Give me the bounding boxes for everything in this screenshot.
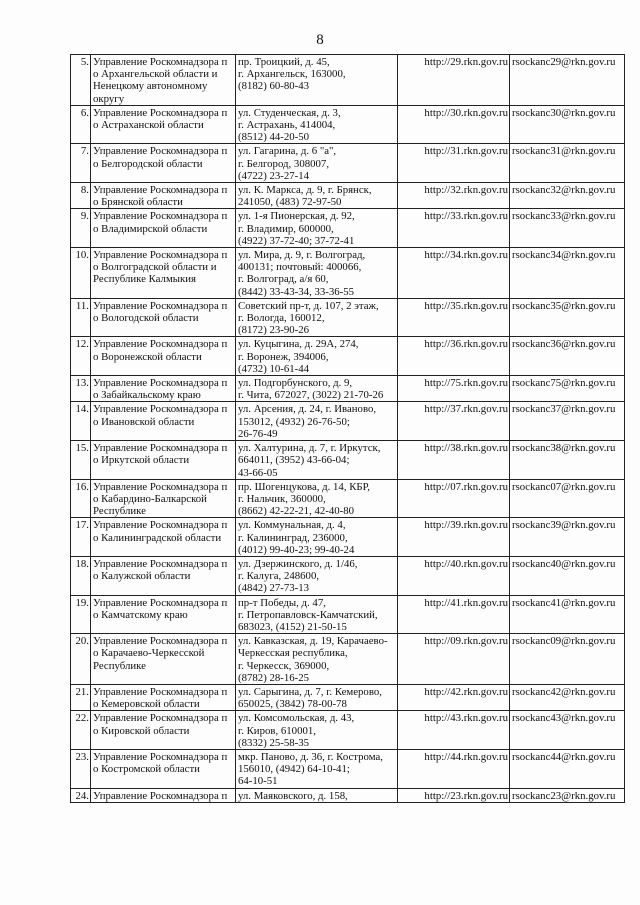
row-number: 6. xyxy=(71,105,91,144)
email-link[interactable]: rsockanc36@rkn.gov.ru xyxy=(510,337,625,376)
office-name-line: Управление Роскомнадзора п xyxy=(93,480,228,493)
address-cell xyxy=(236,55,398,106)
offices-table-body xyxy=(71,55,625,803)
table-row xyxy=(71,595,625,634)
row-number: 16. xyxy=(71,479,91,518)
address-line: г. Вологда, 160012, xyxy=(238,312,325,325)
office-name-line: Управление Роскомнадзора п xyxy=(93,635,228,648)
office-name-line: о Калужской области xyxy=(93,570,191,583)
office-name-cell xyxy=(91,441,236,480)
office-name-line: Управление Роскомнадзора п xyxy=(93,442,228,455)
address-cell xyxy=(236,479,398,518)
address-line: (8172) 23-90-26 xyxy=(238,324,310,337)
address-line: ул. Студенческая, д. 3, xyxy=(238,106,341,119)
email-link[interactable]: rsockanc39@rkn.gov.ru xyxy=(510,518,625,557)
address-line: г. Петропавловск-Камчатский, xyxy=(238,608,378,621)
address-cell xyxy=(236,556,398,595)
address-line: (4842) 27-73-13 xyxy=(238,582,310,595)
office-name-line: Управление Роскомнадзора п xyxy=(93,750,228,763)
address-line: ул. Коммунальная, д. 4, xyxy=(238,519,346,532)
table-row xyxy=(71,518,625,557)
office-name-line: Управление Роскомнадзора п xyxy=(93,377,228,390)
email-link[interactable]: rsockanc09@rkn.gov.ru xyxy=(510,634,625,685)
address-cell xyxy=(236,209,398,248)
email-link[interactable]: rsockanc75@rkn.gov.ru xyxy=(510,376,625,402)
address-line: 664011, (3952) 43-66-04; xyxy=(238,454,350,467)
table-row xyxy=(71,376,625,402)
office-name-line: о Камчатскому краю xyxy=(93,608,188,621)
office-name-cell xyxy=(91,556,236,595)
website-link[interactable]: http://36.rkn.gov.ru xyxy=(398,337,510,376)
website-link[interactable]: http://23.rkn.gov.ru xyxy=(398,788,510,802)
office-name-cell xyxy=(91,376,236,402)
row-number: 17. xyxy=(71,518,91,557)
table-row xyxy=(71,711,625,750)
office-name-cell xyxy=(91,684,236,710)
email-link[interactable]: rsockanc44@rkn.gov.ru xyxy=(510,749,625,788)
address-line: ул. 1-я Пионерская, д. 92, xyxy=(238,210,355,223)
row-number: 10. xyxy=(71,248,91,299)
table-row xyxy=(71,441,625,480)
row-number: 5. xyxy=(71,55,91,106)
office-name-cell xyxy=(91,634,236,685)
office-name-line: Управление Роскомнадзора п xyxy=(93,210,228,223)
table-row xyxy=(71,684,625,710)
page-number: 8 xyxy=(316,32,324,48)
office-name-cell xyxy=(91,55,236,106)
address-cell xyxy=(236,595,398,634)
office-name-line: о Астраханской области xyxy=(93,119,204,132)
table-row xyxy=(71,337,625,376)
office-name-line: о Брянской области xyxy=(93,196,183,209)
office-name-line: Управление Роскомнадзора п xyxy=(93,712,228,725)
office-name-line: о Костромской области xyxy=(93,763,200,776)
office-name-line: о Кемеровской области xyxy=(93,698,200,711)
address-line: г. Астрахань, 414004, xyxy=(238,119,336,132)
table-row xyxy=(71,479,625,518)
row-number: 19. xyxy=(71,595,91,634)
website-link[interactable]: http://30.rkn.gov.ru xyxy=(398,105,510,144)
table-row xyxy=(71,788,625,802)
office-name-cell xyxy=(91,402,236,441)
row-number: 18. xyxy=(71,556,91,595)
address-line: г. Черкесск, 369000, xyxy=(238,659,330,672)
table-row xyxy=(71,556,625,595)
address-line: ул. Дзержинского, д. 1/46, xyxy=(238,557,358,570)
email-link[interactable]: rsockanc29@rkn.gov.ru xyxy=(510,55,625,106)
office-name-cell xyxy=(91,788,236,802)
office-name-cell xyxy=(91,518,236,557)
office-name-line: Управление Роскомнадзора п xyxy=(93,184,228,197)
office-name-line: о Архангельской области и xyxy=(93,68,218,81)
website-link[interactable]: http://35.rkn.gov.ru xyxy=(398,298,510,337)
address-line: г. Нальчик, 360000, xyxy=(238,492,326,505)
office-name-line: о Владимирской области xyxy=(93,222,208,235)
website-link[interactable]: http://41.rkn.gov.ru xyxy=(398,595,510,634)
office-name-cell xyxy=(91,209,236,248)
address-cell xyxy=(236,183,398,209)
office-name-cell xyxy=(91,595,236,634)
email-link[interactable]: rsockanc31@rkn.gov.ru xyxy=(510,144,625,183)
row-number: 21. xyxy=(71,684,91,710)
address-line: пр-т Победы, д. 47, xyxy=(238,596,326,609)
table-row xyxy=(71,634,625,685)
website-link[interactable]: http://44.rkn.gov.ru xyxy=(398,749,510,788)
address-line: 683023, (4152) 21-50-15 xyxy=(238,620,347,633)
address-line: г. Чита, 672027, (3022) 21-70-26 xyxy=(238,389,384,402)
address-cell xyxy=(236,144,398,183)
email-link[interactable]: rsockanc42@rkn.gov.ru xyxy=(510,684,625,710)
address-line: (4012) 99-40-23; 99-40-24 xyxy=(238,543,355,556)
office-name-line: о Ивановской области xyxy=(93,415,195,428)
address-line: ул. Сарыгина, д. 7, г. Кемерово, xyxy=(238,685,382,698)
row-number: 20. xyxy=(71,634,91,685)
address-line: ул. Кавказская, д. 19, Карачаево- xyxy=(238,635,388,648)
office-name-line: Республике xyxy=(93,505,146,518)
row-number: 11. xyxy=(71,298,91,337)
website-link[interactable]: http://33.rkn.gov.ru xyxy=(398,209,510,248)
address-line: (8662) 42-22-21, 42-40-80 xyxy=(238,505,355,518)
address-line: 153012, (4932) 26-76-50; xyxy=(238,415,350,428)
office-name-line: Управление Роскомнадзора п xyxy=(93,106,228,119)
address-cell xyxy=(236,402,398,441)
email-link[interactable]: rsockanc23@rkn.gov.ru xyxy=(510,788,625,802)
address-cell xyxy=(236,298,398,337)
website-link[interactable]: http://09.rkn.gov.ru xyxy=(398,634,510,685)
address-line: 400131; почтовый: 400066, xyxy=(238,261,362,274)
office-name-cell xyxy=(91,183,236,209)
address-cell xyxy=(236,749,398,788)
office-name-line: о Калининградской области xyxy=(93,531,222,544)
office-name-line: о Кировской области xyxy=(93,724,190,737)
office-name-line: Управление Роскомнадзора п xyxy=(93,596,228,609)
office-name-line: Управление Роскомнадзора п xyxy=(93,249,228,262)
row-number: 13. xyxy=(71,376,91,402)
address-line: г. Киров, 610001, xyxy=(238,724,316,737)
address-cell xyxy=(236,376,398,402)
office-name-line: Ненецкому автономному xyxy=(93,80,208,93)
office-name-line: Управление Роскомнадзора п xyxy=(93,519,228,532)
office-name-cell xyxy=(91,248,236,299)
row-number: 9. xyxy=(71,209,91,248)
address-line: 26-76-49 xyxy=(238,427,278,440)
website-link[interactable]: http://40.rkn.gov.ru xyxy=(398,556,510,595)
address-cell xyxy=(236,441,398,480)
address-line: (8332) 25-58-35 xyxy=(238,736,310,749)
office-name-cell xyxy=(91,711,236,750)
address-line: пр. Шогенцукова, д. 14, КБР, xyxy=(238,480,370,493)
email-link[interactable]: rsockanc41@rkn.gov.ru xyxy=(510,595,625,634)
office-name-line: Управление Роскомнадзора п xyxy=(93,145,228,158)
row-number: 8. xyxy=(71,183,91,209)
office-name-line: Управление Роскомнадзора п xyxy=(93,299,228,312)
address-line: (8512) 44-20-50 xyxy=(238,131,310,144)
office-name-line: Республике xyxy=(93,659,146,672)
address-line: г. Калининград, 236000, xyxy=(238,531,348,544)
email-link[interactable]: rsockanc35@rkn.gov.ru xyxy=(510,298,625,337)
email-link[interactable]: rsockanc30@rkn.gov.ru xyxy=(510,105,625,144)
office-name-line: о Вологодской области xyxy=(93,312,199,325)
address-line: мкр. Паново, д. 36, г. Кострома, xyxy=(238,750,383,763)
office-name-line: о Иркутской области xyxy=(93,454,190,467)
address-line: Черкесская республика, xyxy=(238,647,348,660)
office-name-line: о Забайкальскому краю xyxy=(93,389,201,402)
website-link[interactable]: http://32.rkn.gov.ru xyxy=(398,183,510,209)
address-line: г. Воронеж, 394006, xyxy=(238,350,329,363)
row-number: 7. xyxy=(71,144,91,183)
table-row xyxy=(71,298,625,337)
office-name-cell xyxy=(91,298,236,337)
office-name-cell xyxy=(91,479,236,518)
address-line: г. Архангельск, 163000, xyxy=(238,68,346,81)
address-line: пр. Троицкий, д. 45, xyxy=(238,56,330,68)
row-number: 24. xyxy=(71,788,91,802)
address-line: ул. Арсения, д. 24, г. Иваново, xyxy=(238,403,377,416)
office-name-line: Управление Роскомнадзора п xyxy=(93,338,228,351)
email-link[interactable]: rsockanc43@rkn.gov.ru xyxy=(510,711,625,750)
website-link[interactable]: http://07.rkn.gov.ru xyxy=(398,479,510,518)
address-cell xyxy=(236,105,398,144)
address-line: ул. Гагарина, д. 6 "а", xyxy=(238,145,337,158)
address-line: ул. Маяковского, д. 158, xyxy=(238,789,348,802)
address-line: г. Владимир, 600000, xyxy=(238,222,334,235)
website-link[interactable]: http://34.rkn.gov.ru xyxy=(398,248,510,299)
row-number: 22. xyxy=(71,711,91,750)
office-name-line: Управление Роскомнадзора п xyxy=(93,403,228,416)
address-line: ул. Куцыгина, д. 29А, 274, xyxy=(238,338,359,351)
office-name-line: о Белгородской области xyxy=(93,157,203,170)
address-cell xyxy=(236,248,398,299)
address-line: ул. Мира, д. 9, г. Волгоград, xyxy=(238,249,366,262)
email-link[interactable]: rsockanc34@rkn.gov.ru xyxy=(510,248,625,299)
address-line: Советский пр-т, д. 107, 2 этаж, xyxy=(238,299,379,312)
address-line: 156010, (4942) 64-10-41; xyxy=(238,763,350,776)
office-name-line: округу xyxy=(93,92,125,105)
address-line: 43-66-05 xyxy=(238,466,278,479)
address-cell xyxy=(236,634,398,685)
address-line: ул. Комсомольская, д. 43, xyxy=(238,712,355,725)
address-line: ул. Халтурина, д. 7, г. Иркутск, xyxy=(238,442,381,455)
address-line: (4732) 10-61-44 xyxy=(238,362,310,375)
row-number: 14. xyxy=(71,402,91,441)
email-link[interactable]: rsockanc40@rkn.gov.ru xyxy=(510,556,625,595)
office-name-cell xyxy=(91,105,236,144)
table-row xyxy=(71,105,625,144)
address-cell xyxy=(236,337,398,376)
address-line: 650025, (3842) 78-00-78 xyxy=(238,698,347,711)
website-link[interactable]: http://75.rkn.gov.ru xyxy=(398,376,510,402)
address-line: г. Белгород, 308007, xyxy=(238,157,330,170)
website-link[interactable]: http://42.rkn.gov.ru xyxy=(398,684,510,710)
office-name-line: о Воронежской области xyxy=(93,350,202,363)
table-row xyxy=(71,55,625,106)
email-link[interactable]: rsockanc38@rkn.gov.ru xyxy=(510,441,625,480)
row-number: 15. xyxy=(71,441,91,480)
table-row xyxy=(71,144,625,183)
office-name-line: Управление Роскомнадзора п xyxy=(93,557,228,570)
website-link[interactable]: http://38.rkn.gov.ru xyxy=(398,441,510,480)
address-line: 64-10-51 xyxy=(238,775,278,788)
address-cell xyxy=(236,711,398,750)
website-link[interactable]: http://39.rkn.gov.ru xyxy=(398,518,510,557)
address-line: (8442) 33-43-34, 33-36-55 xyxy=(238,285,355,298)
address-cell xyxy=(236,684,398,710)
office-name-cell xyxy=(91,144,236,183)
office-name-line: о Карачаево-Черкесской xyxy=(93,647,205,660)
address-line: г. Волгоград, а/я 60, xyxy=(238,273,329,286)
office-name-line: Управление Роскомнадзора п xyxy=(93,56,228,68)
office-name-line: Управление Роскомнадзора п xyxy=(93,789,228,802)
row-number: 23. xyxy=(71,749,91,788)
address-line: ул. К. Маркса, д. 9, г. Брянск, xyxy=(238,184,372,197)
email-link[interactable]: rsockanc33@rkn.gov.ru xyxy=(510,209,625,248)
email-link[interactable]: rsockanc37@rkn.gov.ru xyxy=(510,402,625,441)
office-name-line: Республике Калмыкия xyxy=(93,273,197,286)
website-link[interactable]: http://37.rkn.gov.ru xyxy=(398,402,510,441)
table-row xyxy=(71,248,625,299)
address-line: (4722) 23-27-14 xyxy=(238,169,310,182)
address-cell xyxy=(236,788,398,802)
office-name-line: Управление Роскомнадзора п xyxy=(93,685,228,698)
website-link[interactable]: http://43.rkn.gov.ru xyxy=(398,711,510,750)
table-row xyxy=(71,183,625,209)
address-line: 241050, (483) 72-97-50 xyxy=(238,196,342,209)
table-row xyxy=(71,209,625,248)
table-row xyxy=(71,402,625,441)
row-number: 12. xyxy=(71,337,91,376)
website-link[interactable]: http://31.rkn.gov.ru xyxy=(398,144,510,183)
email-link[interactable]: rsockanc07@rkn.gov.ru xyxy=(510,479,625,518)
office-name-line: о Волгоградской области и xyxy=(93,261,217,274)
address-line: (8782) 28-16-25 xyxy=(238,671,310,684)
office-name-cell xyxy=(91,337,236,376)
offices-table xyxy=(70,54,625,803)
email-link[interactable]: rsockanc32@rkn.gov.ru xyxy=(510,183,625,209)
address-line: (4922) 37-72-40; 37-72-41 xyxy=(238,234,355,247)
address-line: г. Калуга, 248600, xyxy=(238,570,320,583)
address-line: (8182) 60-80-43 xyxy=(238,80,310,93)
address-line: ул. Подгорбунского, д. 9, xyxy=(238,377,353,390)
website-link[interactable]: http://29.rkn.gov.ru xyxy=(398,55,510,106)
office-name-cell xyxy=(91,749,236,788)
office-name-line: о Кабардино-Балкарской xyxy=(93,492,207,505)
table-row xyxy=(71,749,625,788)
address-cell xyxy=(236,518,398,557)
